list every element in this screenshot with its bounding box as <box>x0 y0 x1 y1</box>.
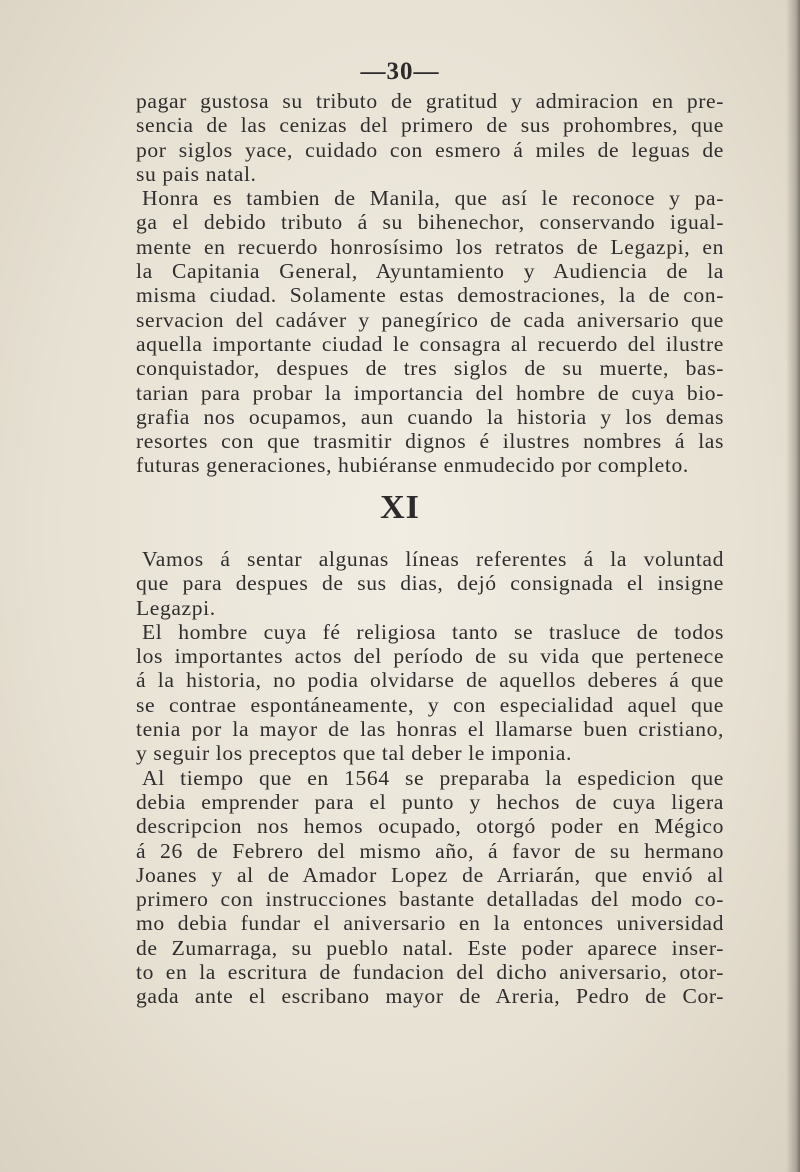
text-block-top <box>136 89 724 478</box>
text-line: tenia por la mayor de las honras el llamarse buen cristiano, <box>136 717 724 742</box>
text-line: y seguir los preceptos que tal deber le imponia. <box>136 741 572 766</box>
text-line: futuras generaciones, hubiéranse enmudecido por completo. <box>136 453 689 478</box>
text-line: ga el debido tributo á su bihenechor, conservando igual- <box>136 210 724 235</box>
text-line: que para despues de sus dias, dejó consignada el insigne <box>136 571 724 596</box>
page-edge-shadow <box>786 0 800 1172</box>
page-number: —30— <box>360 58 440 85</box>
text-line: mo debia fundar el aniversario en la entonces universidad <box>136 911 724 936</box>
text-line: Honra es tambien de Manila, que así le reconoce y pa- <box>142 186 724 211</box>
text-line: to en la escritura de fundacion del dicho aniversario, otor- <box>136 960 724 985</box>
text-block-bottom <box>136 547 724 1009</box>
text-line: su pais natal. <box>136 161 257 186</box>
text-line: sencia de las cenizas del primero de sus prohombres, que <box>136 113 724 138</box>
text-line: á la historia, no podia olvidarse de aquellos deberes á que <box>136 668 724 693</box>
text-line: Legazpi. <box>136 595 216 620</box>
text-line: Joanes y al de Amador Lopez de Arriarán, que envió al <box>136 862 724 887</box>
text-line: resortes con que trasmitir dignos é ilustres nombres á las <box>136 429 724 454</box>
text-line: tarian para probar la importancia del hombre de cuya bio- <box>136 380 724 405</box>
text-line: grafia nos ocupamos, aun cuando la historia y los demas <box>136 404 724 429</box>
text-line: se contrae espontáneamente, y con especialidad aquel que <box>136 692 724 717</box>
section-heading: XI <box>380 489 420 526</box>
text-line: Al tiempo que en 1564 se preparaba la espedicion que <box>142 765 724 790</box>
text-line: la Capitania General, Ayuntamiento y Audiencia de la <box>136 259 724 284</box>
text-line: servacion del cadáver y panegírico de cada aniversario que <box>136 307 724 332</box>
text-line: primero con instrucciones bastante detalladas del modo co- <box>136 887 724 912</box>
text-line: por siglos yace, cuidado con esmero á miles de leguas de <box>136 137 724 162</box>
text-line: aquella importante ciudad le consagra al recuerdo del ilustre <box>136 331 724 356</box>
text-line: de Zumarraga, su pueblo natal. Este poder aparece inser- <box>136 935 724 960</box>
text-line: conquistador, despues de tres siglos de su muerte, bas- <box>136 356 724 381</box>
text-line: El hombre cuya fé religiosa tanto se trasluce de todos <box>142 619 724 644</box>
text-line: los importantes actos del período de su vida que pertenece <box>136 644 724 669</box>
text-line: misma ciudad. Solamente estas demostraciones, la de con- <box>136 283 724 308</box>
text-line: Vamos á sentar algunas líneas referentes á la voluntad <box>142 547 724 571</box>
text-line: á 26 de Febrero del mismo año, á favor de su hermano <box>136 838 724 863</box>
text-line: gada ante el escribano mayor de Areria, Pedro de Cor- <box>136 984 724 1009</box>
text-line: pagar gustosa su tributo de gratitud y admiracion en pre- <box>136 89 724 113</box>
text-line: mente en recuerdo honrosísimo los retratos de Legazpi, en <box>136 234 724 259</box>
text-line: descripcion nos hemos ocupado, otorgó poder en Mégico <box>136 814 724 839</box>
text-line: debia emprender para el punto y hechos de cuya ligera <box>136 789 724 814</box>
